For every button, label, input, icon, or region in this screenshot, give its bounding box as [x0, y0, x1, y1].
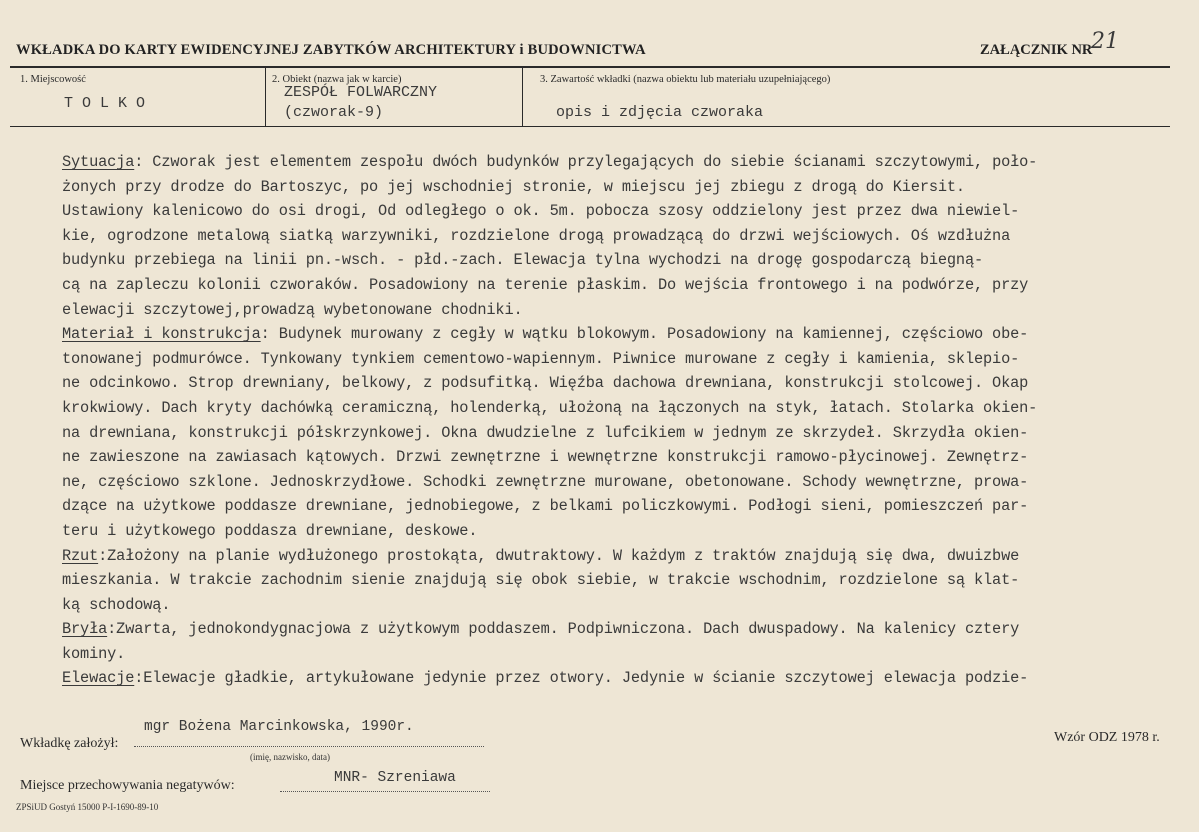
location-value: T O L K O — [64, 95, 146, 112]
section-heading: Bryła — [62, 620, 108, 639]
description-line — [62, 273, 1152, 298]
description-line — [62, 470, 1152, 495]
line-text: : Budynek murowany z cegły w wątku blokowym. Posadowiony na kamiennej, częściowo obe- — [260, 325, 1029, 344]
header-rule — [10, 66, 1170, 68]
document-title: WKŁADKA DO KARTY EWIDENCYJNEJ ZABYTKÓW ARCHITEKTURY i BUDOWNICTWA — [16, 42, 646, 58]
author-value: mgr Bożena Marcinkowska, 1990r. — [144, 719, 414, 735]
description-line — [62, 666, 1152, 691]
line-text: krokwiowy. Dach kryty dachówką ceramiczną, holenderką, ułożoną na łączonych na styk, łatach. Stolarka okien- — [62, 398, 1038, 417]
author-hint: (imię, nazwisko, data) — [250, 752, 330, 762]
description-line — [62, 593, 1152, 618]
pattern-label: Wzór ODZ 1978 r. — [1054, 730, 1160, 745]
line-text: ne, częściowo szklone. Jednoskrzydłowe. Schodki zewnętrzne murowane, obetonowane. Schody wewnętrzne, prowa- — [62, 472, 1029, 491]
description-line — [62, 568, 1152, 593]
printer-imprint: ZPSiUD Gostyń 15000 P-I-1690-89-10 — [16, 802, 159, 812]
description-line — [62, 224, 1152, 249]
line-text: na drewniana, konstrukcji półskrzynkowej. Okna dwudzielne z lufcikiem w jednym ze skrzydeł. Skrzydła okien- — [62, 423, 1029, 442]
contents-label: 3. Zawartość wkładki (nazwa obiektu lub materiału uzupełniającego) — [540, 74, 831, 85]
location-label: 1. Miejscowość — [20, 74, 86, 85]
section-heading: Rzut — [62, 546, 99, 565]
description-line — [62, 544, 1152, 569]
description-line — [62, 248, 1152, 273]
object-label: 2. Obiekt (nazwa jak w karcie) — [272, 74, 402, 85]
description-line — [62, 347, 1152, 372]
description-line — [62, 519, 1152, 544]
object-value-line1: ZESPÓŁ FOLWARCZNY — [284, 84, 438, 101]
line-text: teru i użytkowego poddasza drewniane, deskowe. — [62, 521, 478, 540]
line-text: : Czworak jest elementem zespołu dwóch budynków przylegających do siebie ścianami szczytowymi, poło- — [134, 153, 1038, 171]
line-text: kominy. — [62, 644, 126, 663]
line-text: żonych przy drodze do Bartoszyc, po jej wschodniej stronie, w miejscu jej zbiegu z drogą do Kiersit. — [62, 177, 965, 196]
section-heading: Sytuacja — [62, 153, 135, 171]
line-text: :Założony na planie wydłużonego prostokąta, dwutraktowy. W każdym z traktów znajdują się dwa, dwuizbwe — [98, 546, 1020, 565]
line-text: Ustawiony kalenicowo do osi drogi, Od odległego o ok. 5m. pobocza szosy oddzielony jest przez dwa niewiel- — [62, 202, 1020, 221]
section-heading: Elewacje — [62, 669, 135, 688]
line-text: cą na zapleczu kolonii czworaków. Posadowiony na terenie płaskim. Do wejścia frontowego i na podwórze, przy — [62, 275, 1029, 294]
section-heading: Materiał i konstrukcja — [62, 325, 261, 344]
description-line — [62, 396, 1152, 421]
line-text: dzące na użytkowe poddasze drewniane, jednobiegowe, z belkami policzkowymi. Podłogi sieni, pomieszczeń par- — [62, 497, 1029, 516]
description-line — [62, 371, 1152, 396]
line-text: mieszkania. W trakcie zachodnim sienie znajdują się obok siebie, w trakcie wschodnim, rozdzielone są klat- — [62, 571, 1020, 590]
line-text: :Elewacje gładkie, artykułowane jedynie przez otwory. Jedynie w ścianie szczytowej elewacja podzie- — [134, 669, 1029, 688]
description-line — [62, 322, 1152, 347]
object-value-line2: (czworak-9) — [284, 104, 384, 121]
author-dotted-line — [134, 746, 484, 747]
description-line — [62, 199, 1152, 224]
description-text — [62, 150, 1152, 691]
line-text: budynku przebiega na linii pn.-wsch. - płd.-zach. Elewacja tylna wychodzi na drogę gospodarczą biegną- — [62, 251, 984, 270]
fields-bottom-rule — [10, 126, 1170, 127]
description-line — [62, 175, 1152, 200]
description-line — [62, 642, 1152, 667]
field-divider-1 — [265, 67, 266, 127]
description-line — [62, 421, 1152, 446]
annex-label: ZAŁĄCZNIK NR — [980, 42, 1093, 58]
line-text: ne odcinkowo. Strop drewniany, belkowy, z podsufitką. Więźba dachowa drewniana, konstrukcji stolcowej. Okap — [62, 374, 1029, 393]
negatives-label: Miejsce przechowywania negatywów: — [20, 778, 235, 793]
description-line — [62, 617, 1152, 642]
line-text: :Zwarta, jednokondygnacjowa z użytkowym poddaszem. Podpiwniczona. Dach dwuspadowy. Na kalenicy cztery — [107, 620, 1020, 639]
line-text: ką schodową. — [62, 595, 171, 614]
annex-number: 21 — [1091, 29, 1119, 54]
negatives-value: MNR- Szreniawa — [334, 770, 456, 786]
contents-value: opis i zdjęcia czworaka — [556, 104, 764, 121]
description-line — [62, 150, 1152, 175]
description-line — [62, 298, 1152, 323]
description-line — [62, 445, 1152, 470]
line-text: elewacji szczytowej,prowadzą wybetonowane chodniki. — [62, 300, 523, 319]
line-text: ne zawieszone na zawiasach kątowych. Drzwi zewnętrzne i wewnętrzne konstrukcji ramowo-płycinowej. Zewnętrz- — [62, 448, 1029, 467]
author-label: Wkładkę założył: — [20, 736, 119, 751]
negatives-dotted-line — [280, 791, 490, 792]
line-text: tonowanej podmurówce. Tynkowany tynkiem cementowo-wapiennym. Piwnice murowane z cegły i kamienia, sklepio- — [62, 349, 1020, 368]
line-text: kie, ogrodzone metalową siatką warzywniki, rozdzielone drogą prowadzącą do drzwi wejściowych. Oś wzdłużna — [62, 226, 1011, 245]
description-line — [62, 494, 1152, 519]
field-divider-2 — [522, 67, 523, 127]
